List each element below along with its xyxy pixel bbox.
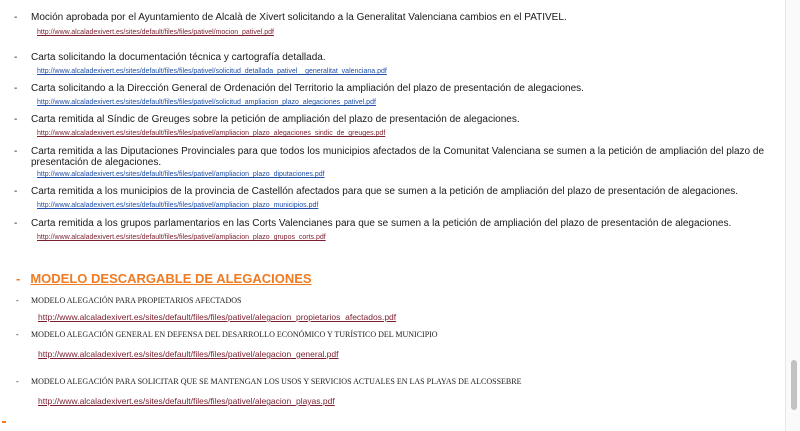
list-item-text: Carta solicitando la documentación técnica y cartografía detallada. — [31, 52, 326, 63]
list-dash: - — [14, 12, 18, 23]
list-dash: - — [14, 218, 18, 229]
list-dash: - — [14, 186, 18, 197]
pdf-link[interactable]: http://www.alcaladexivert.es/sites/default/files/files/pativel/mocion_pativel.pdf — [37, 29, 274, 36]
model-item — [16, 330, 438, 339]
list-dash: - — [14, 146, 18, 157]
model-pdf-link[interactable]: http://www.alcaladexivert.es/sites/default/files/files/pativel/alegacion_propietarios_afectados.pdf — [38, 312, 397, 322]
list-item-text: Carta solicitando a la Dirección General de Ordenación del Territorio la ampliación del plazo de presentación de alegaciones. — [31, 83, 584, 94]
scrollbar-track[interactable] — [785, 0, 800, 431]
list-dash: - — [14, 114, 18, 125]
model-item — [16, 377, 521, 386]
pdf-link[interactable]: http://www.alcaladexivert.es/sites/default/files/files/pativel/solicitud_ampliacion_plazo_alegaciones_pativel.pdf — [37, 99, 376, 106]
pdf-link[interactable]: http://www.alcaladexivert.es/sites/default/files/files/pativel/ampliacion_plazo_grupos_corts.pdf — [37, 234, 326, 241]
model-item-text: MODELO ALEGACIÓN GENERAL EN DEFENSA DEL DESARROLLO ECONÓMICO Y TURÍSTICO DEL MUNICIPIO — [31, 330, 438, 339]
model-dash: - — [16, 296, 19, 305]
list-item-text: Carta remitida al Síndic de Greuges sobre la petición de ampliación del plazo de presentación de alegaciones. — [31, 114, 520, 125]
section-title: MODELO DESCARGABLE DE ALEGACIONES — [30, 271, 312, 286]
model-item-text: MODELO ALEGACIÓN PARA PROPIETARIOS AFECTADOS — [31, 296, 242, 305]
model-item — [16, 296, 241, 305]
model-dash: - — [16, 330, 19, 339]
section-heading — [16, 271, 312, 286]
page-marker — [2, 421, 6, 423]
model-item-text: MODELO ALEGACIÓN PARA SOLICITAR QUE SE MANTENGAN LOS USOS Y SERVICIOS ACTUALES EN LAS PLAYAS DE ALCOSSEBRE — [31, 377, 522, 386]
list-item-text: Carta remitida a los grupos parlamentarios en las Corts Valencianes para que se sumen a la petición de ampliación del plazo de presentación de alegaciones. — [31, 218, 732, 229]
model-pdf-link[interactable]: http://www.alcaladexivert.es/sites/default/files/files/pativel/alegacion_playas.pdf — [38, 396, 335, 406]
list-dash: - — [14, 83, 18, 94]
list-item-text: Carta remitida a los municipios de la provincia de Castellón afectados para que se sumen a la petición de ampliación del plazo de presentación de alegaciones. — [31, 186, 739, 197]
model-pdf-link[interactable]: http://www.alcaladexivert.es/sites/default/files/files/pativel/alegacion_general.pdf — [38, 349, 339, 359]
list-dash: - — [14, 52, 18, 63]
pdf-link[interactable]: http://www.alcaladexivert.es/sites/default/files/files/pativel/solicitud_detallada_pativel__generalitat_valenciana.pdf — [37, 68, 387, 75]
list-item-text: Moción aprobada por el Ayuntamiento de Alcalà de Xivert solicitando a la Generalitat Valenciana cambios en el PATIVEL. — [31, 12, 567, 23]
scrollbar-thumb[interactable] — [791, 360, 797, 410]
pdf-link[interactable]: http://www.alcaladexivert.es/sites/default/files/files/pativel/ampliacion_plazo_diputaciones.pdf — [37, 171, 325, 178]
pdf-link[interactable]: http://www.alcaladexivert.es/sites/default/files/files/pativel/ampliacion_plazo_alegaciones_sindic_de_greuges.pdf — [37, 130, 386, 137]
section-dash: - — [16, 271, 21, 286]
pdf-link[interactable]: http://www.alcaladexivert.es/sites/default/files/files/pativel/ampliacion_plazo_municipios.pdf — [37, 202, 319, 209]
list-item-text: Carta remitida a las Diputaciones Provinciales para que todos los municipios afectados de la Comunitat Valenciana se sumen a la petición de ampliación del plazo de presentación de alegaciones. — [31, 146, 765, 168]
model-dash: - — [16, 377, 19, 386]
